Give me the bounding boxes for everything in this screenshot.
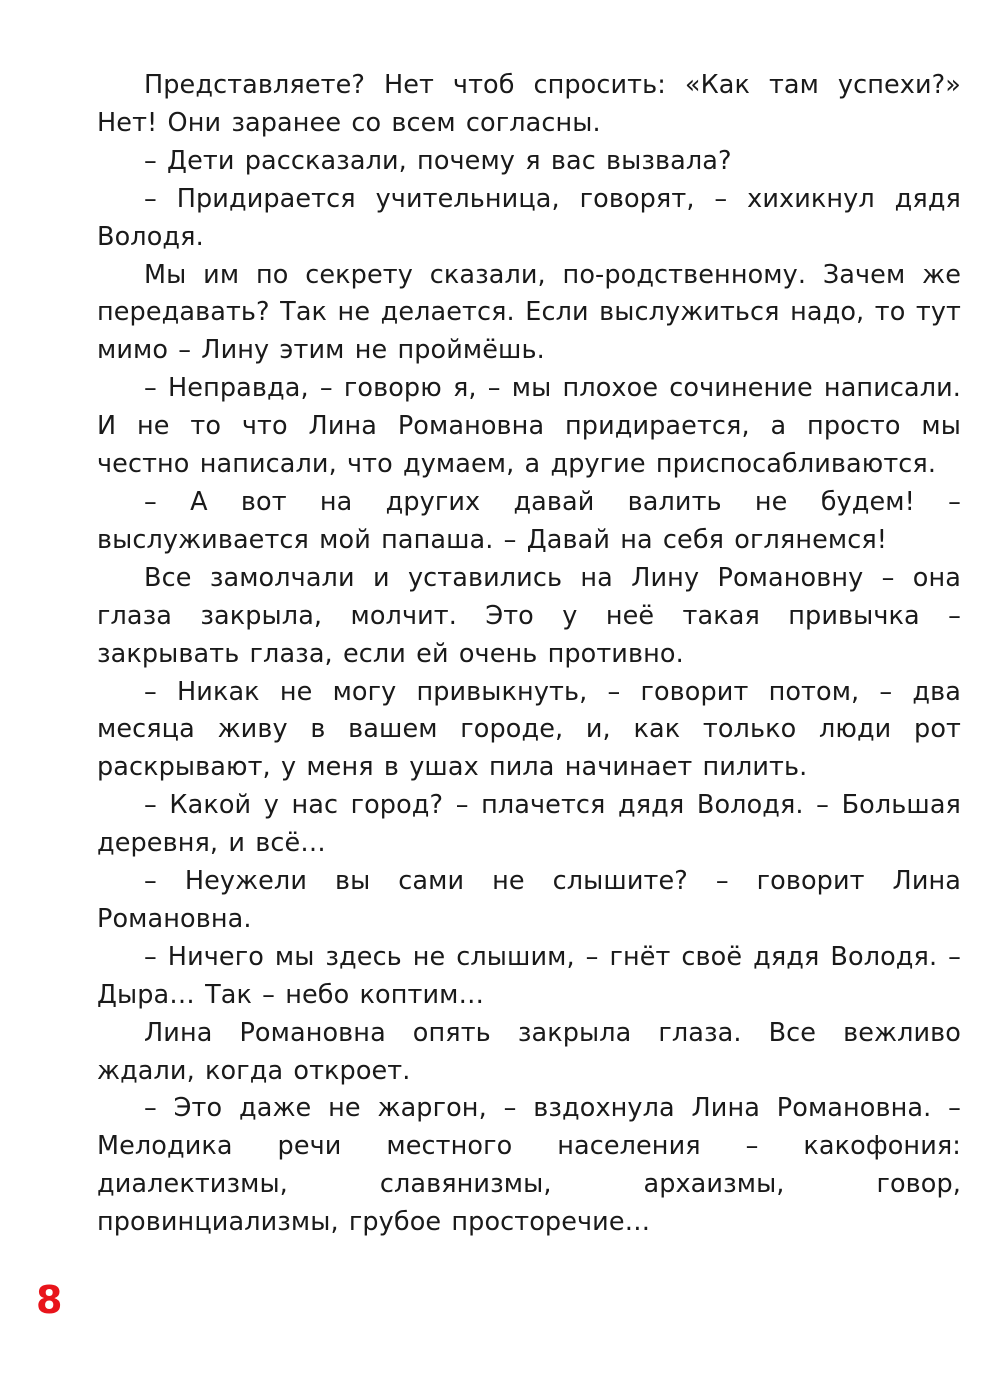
paragraph: – Это даже не жаргон, – вздохнула Лина Романовна. – Мелодика речи местного населения – какофония: диалектизмы, славянизмы, архаизмы, говор, провинциализмы, грубое просторечие…: [97, 1093, 961, 1238]
paragraph: Все замолчали и уставились на Лину Романовну – она глаза закрыла, молчит. Это у неё такая привычка – закрывать глаза, если ей очень противно.: [97, 562, 961, 669]
paragraph: – Неправда, – говорю я, – мы плохое сочинение написали. И не то что Лина Романовна придирается, а просто мы честно написали, что думаем, а другие приспосабливаются.: [97, 373, 961, 480]
paragraph: Представляете? Нет чтоб спросить: «Как там успехи?» Нет! Они заранее со всем согласны.: [97, 70, 961, 138]
paragraph: – Какой у нас город? – плачется дядя Володя. – Большая деревня, и всё…: [97, 790, 961, 859]
page-body-text: [97, 67, 961, 1242]
paragraph: – Придирается учительница, говорят, – хихикнул дядя Володя.: [97, 183, 961, 252]
paragraph: – Дети рассказали, почему я вас вызвала?: [144, 145, 732, 176]
paragraph: – Никак не могу привыкнуть, – говорит потом, – два месяца живу в вашем городе, и, как только люди рот раскрывают, у меня в ушах пила начинает пилить.: [97, 676, 961, 783]
paragraph: Мы им по секрету сказали, по-родственному. Зачем же передавать? Так не делается. Если выслужиться надо, то тут мимо – Лину этим не проймёшь.: [97, 259, 961, 366]
paragraph: – Неужели вы сами не слышите? – говорит Лина Романовна.: [97, 866, 961, 934]
page-number: 8: [36, 1278, 63, 1322]
paragraph: – Ничего мы здесь не слышим, – гнёт своё дядя Володя. – Дыра… Так – небо коптим…: [97, 941, 961, 1010]
paragraph: Лина Романовна опять закрыла глаза. Все вежливо ждали, когда откроет.: [97, 1017, 961, 1086]
paragraph: – А вот на других давай валить не будем! – выслуживается мой папаша. – Давай на себя оглянемся!: [97, 486, 961, 555]
